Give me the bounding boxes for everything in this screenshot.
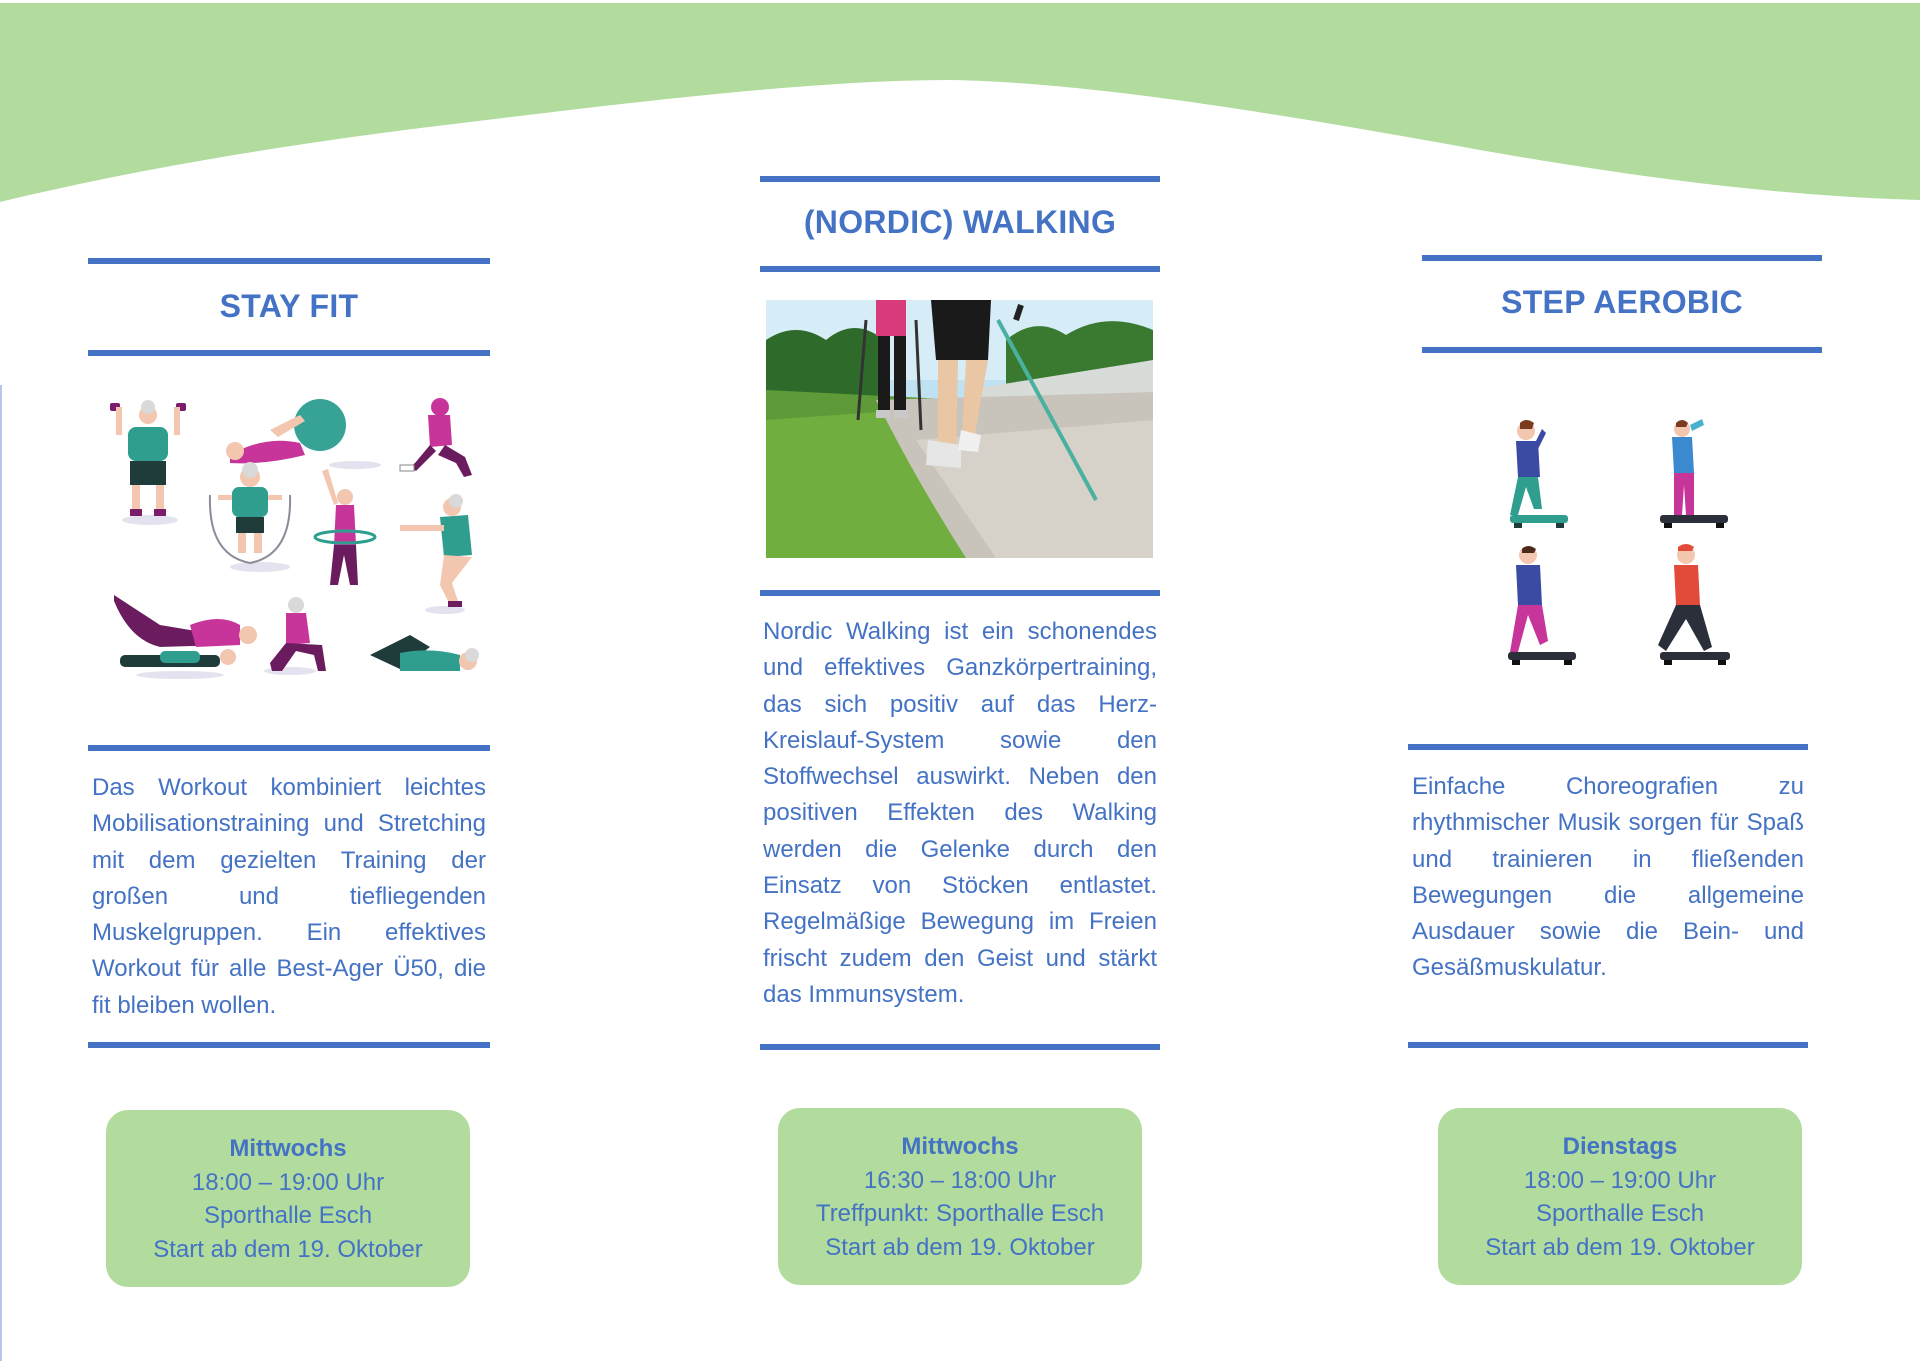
schedule-box <box>106 1110 470 1287</box>
schedule-day: Mittwochs <box>901 1133 1019 1160</box>
column-description: Einfache Choreografien zu rhythmischer Musik sorgen für Spaß und trainieren in fließenden Bewegungen die allgemeine Ausdauer sowie die Bein- und Gesäßmuskulatur. <box>1412 773 1804 982</box>
schedule-start: Start ab dem 19. Oktober <box>153 1235 423 1263</box>
desc-rule-bottom <box>760 1044 1160 1050</box>
desc-rule-top <box>1408 744 1808 750</box>
seniors-exercise-illustration <box>100 385 490 685</box>
schedule-box <box>1438 1108 1802 1285</box>
title-rule-bottom <box>88 350 490 356</box>
schedule-place: Sporthalle Esch <box>1535 1200 1705 1227</box>
column-title: (NORDIC) WALKING <box>803 204 1117 240</box>
desc-rule-bottom <box>88 1042 490 1048</box>
column-description: Das Workout kombiniert leichtes Mobilisationstraining und Stretching mit dem gezielten Training der großen und tiefliegenden Muskelgruppen. Ein effektives Workout für alle Best-Ager Ü50, die fit bleiben wollen. <box>92 774 486 1019</box>
title-rule-top <box>760 176 1160 182</box>
title-rule-top <box>1422 255 1822 261</box>
schedule-start: Start ab dem 19. Oktober <box>1485 1233 1755 1261</box>
step-aerobic-illustration <box>1490 415 1760 670</box>
schedule-place: Treffpunkt: Sporthalle Esch <box>815 1200 1105 1227</box>
title-rule-bottom <box>1422 347 1822 353</box>
schedule-time: 18:00 – 19:00 Uhr <box>1523 1166 1717 1194</box>
title-rule-bottom <box>760 266 1160 272</box>
column-description: Nordic Walking ist ein schonendes und effektives Ganzkörpertraining, das sich positiv auf das Herz-Kreislauf-System sowie den Stoffwechsel auswirkt. Neben den positiven Effekten des Walking werden die Gelenke durch den Einsatz von Stöcken entlastet. Regelmäßige Bewegung im Freien frischt zudem den Geist und stärkt das Immunsystem. <box>763 618 1157 1008</box>
desc-rule-bottom <box>1408 1042 1808 1048</box>
schedule-place: Sporthalle Esch <box>203 1202 373 1229</box>
column-title: STAY FIT <box>219 288 359 324</box>
title-rule-top <box>88 258 490 264</box>
column-title: STEP AEROBIC <box>1501 284 1743 320</box>
schedule-box <box>778 1108 1142 1285</box>
desc-rule-top <box>760 590 1160 596</box>
left-edge-line <box>0 385 2 1361</box>
desc-rule-top <box>88 745 490 751</box>
schedule-day: Dienstags <box>1562 1133 1678 1160</box>
nordic-walking-photo <box>766 300 1153 558</box>
schedule-time: 16:30 – 18:00 Uhr <box>863 1166 1057 1194</box>
schedule-start: Start ab dem 19. Oktober <box>825 1233 1095 1261</box>
schedule-day: Mittwochs <box>229 1135 347 1162</box>
schedule-time: 18:00 – 19:00 Uhr <box>191 1168 385 1196</box>
